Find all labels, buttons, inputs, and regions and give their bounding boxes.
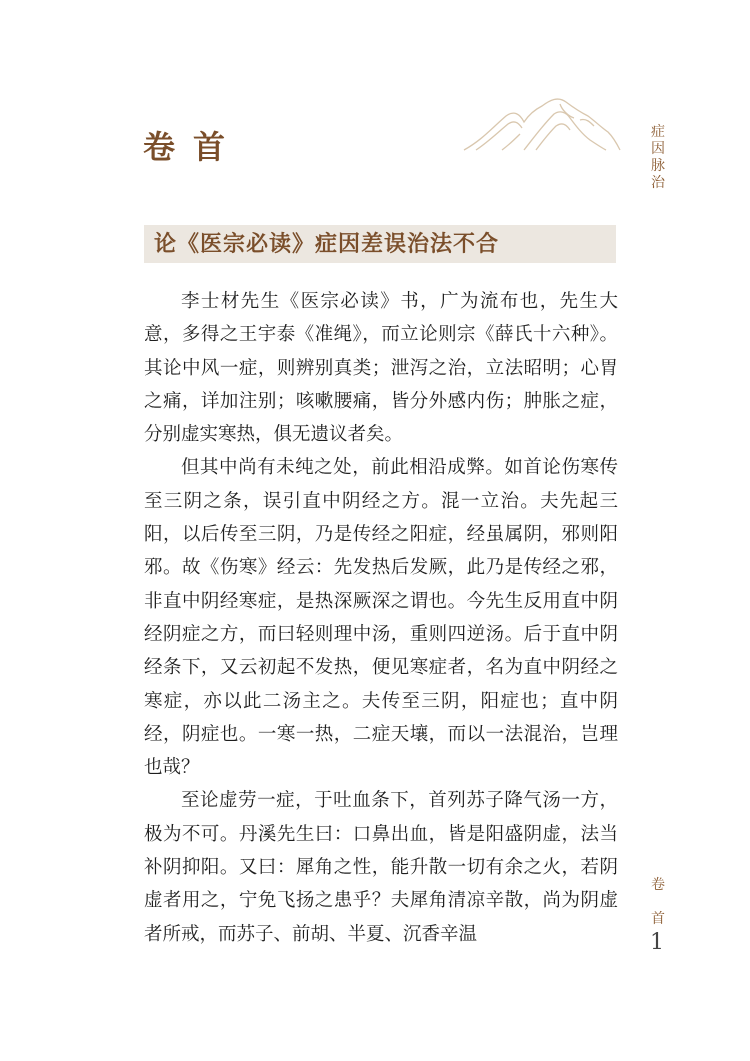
section-title: 论《医宗必读》症因差误治法不合 [154, 231, 500, 257]
running-header-book-title: 症因脉治 [651, 124, 665, 191]
paragraph-1: 李士材先生《医宗必读》书，广为流布也，先生大意，多得之王宇泰《准绳》，而立论则宗《薛氏十六种》。其论中风一症，则辨别真类；泄泻之治，立法昭明；心胃之痛，详加注别；咳嗽腰痛，皆分外感内伤；肿胀之症，分别虚实寒热，俱无遗议者矣。 [144, 291, 618, 446]
chapter-title: 卷首 [143, 128, 244, 166]
running-footer-chapter: 卷首 [651, 877, 665, 927]
paragraph-3: 至论虚劳一症，于吐血条下，首列苏子降气汤一方，极为不可。丹溪先生曰：口鼻出血，皆是阳盛阴虚，法当补阴抑阳。又曰：犀角之性，能升散一切有余之火，若阴虚者用之，宁免飞扬之患乎？夫犀角清凉辛散，尚为阴虚者所戒，而苏子、前胡、半夏、沉香辛温 [144, 790, 618, 945]
body-text [144, 285, 618, 951]
paragraph-2: 但其中尚有未纯之处，前此相沿成弊。如首论伤寒传至三阴之条，误引直中阴经之方。混一立治。夫先起三阳，以后传至三阴，乃是传经之阳症，经虽属阴，邪则阳邪。故《伤寒》经云：先发热后发厥，此乃是传经之邪，非直中阴经寒症，是热深厥深之谓也。今先生反用直中阴经阴症之方，而曰轻则理中汤，重则四逆汤。后于直中阴经条下，又云初起不发热，便见寒症者，名为直中阴经之寒症，亦以此二汤主之。夫传至三阴，阳症也；直中阴经，阴症也。一寒一热，二症天壤，而以一法混治，岂理也哉？ [144, 457, 618, 779]
mountain-decoration-icon [462, 88, 622, 156]
page-number: 1 [650, 930, 664, 955]
